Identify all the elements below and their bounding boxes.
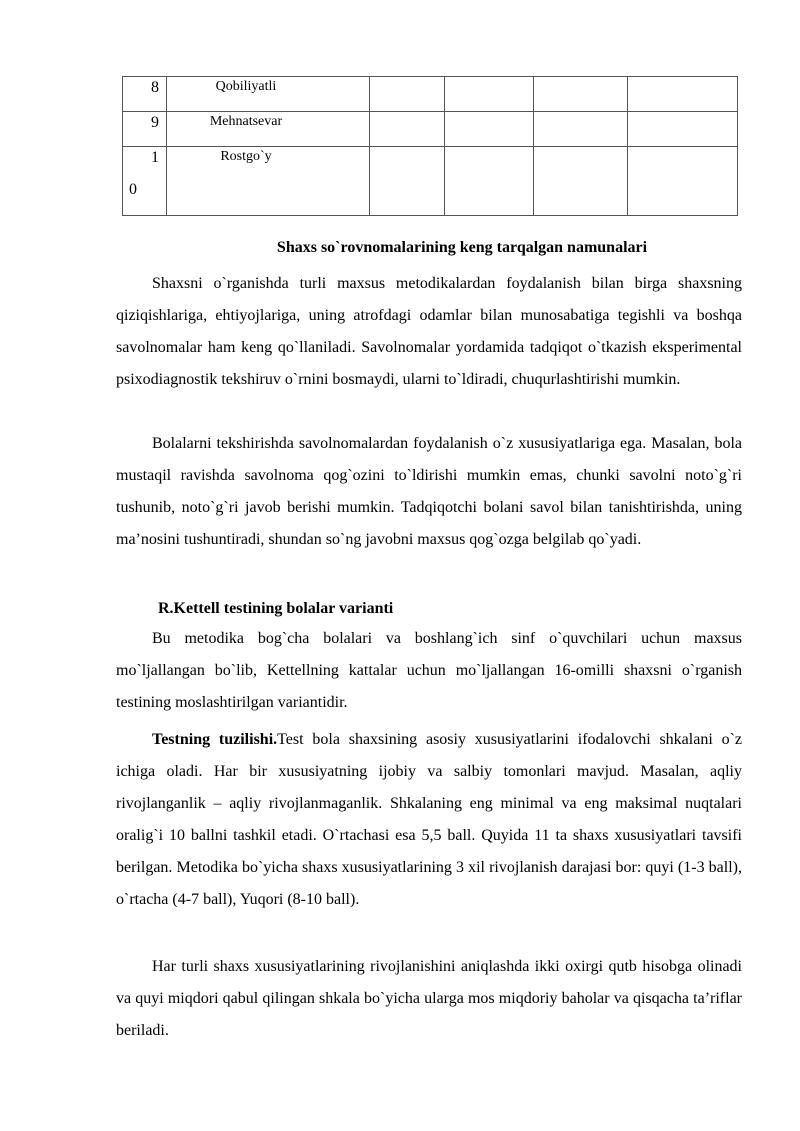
paragraph [116,724,742,916]
empty-cell [628,147,738,216]
table-row [123,147,738,216]
paragraph: Har turli shaxs xususiyatlarining rivojlanishini aniqlashda ikki oxirgi qutb hisobga olinadi va quyi miqdori qabul qilingan shkala bo`yicha ularga mos miqdoriy baholar va qisqacha ta’riflar beriladi. [116,958,742,1039]
table-row [123,112,738,147]
table-row [123,77,738,112]
empty-cell [370,77,445,112]
paragraph-lead-bold: Testning tuzilishi. [152,731,278,748]
empty-cell [534,112,628,147]
row-number-cell [123,147,167,216]
trait-label: Qobiliyatli [215,79,277,94]
empty-cell [445,77,534,112]
section-heading: Shaxs so`rovnomalarining keng tarqalgan namunalari [276,239,648,256]
empty-cell [534,77,628,112]
empty-cell [370,112,445,147]
trait-cell [167,77,370,112]
row-number: 8 [151,79,159,96]
empty-cell [628,112,738,147]
paragraph-body: Test bola shaxsining asosiy xususiyatlarini ifodalovchi shkalani o`z ichiga oladi. Har bir xususiyatning ijobiy va salbiy tomonlari mavjud. Masalan, aqliy rivojlanganlik – aqliy rivojlanmaganlik. Shkalaning eng minimal va eng maksimal nuqtalari oralig`i 10 ballni tashkil etadi. O`rtachasi esa 5,5 ball. Quyida 11 ta shaxs xususiyatlari tavsifi berilgan. Metodika bo`yicha shaxs xususiyatlarining 3 xil rivojlanish darajasi bor: quyi (1-3 ball), o`rtacha (4-7 ball), Yuqori (8-10 ball). [116,731,742,908]
empty-cell [370,147,445,216]
trait-cell [167,112,370,147]
row-number: 1 [151,149,159,166]
row-number-cell [123,112,167,147]
row-number-continuation: 0 [129,181,137,198]
subheading: R.Kettell testining bolalar varianti [158,600,394,617]
empty-cell [445,147,534,216]
trait-label: Mehnatsevar [209,114,283,129]
empty-cell [534,147,628,216]
paragraph: Shaxsni o`rganishda turli maxsus metodikalardan foydalanish bilan birga shaxsning qiziqishlariga, ehtiyojlariga, uning atrofdagi odamlar bilan munosabatiga tegishli va boshqa savolnomalar ham keng qo`llaniladi. Savolnomalar yordamida tadqiqot o`tkazish eksperimental psixodiagnostik tekshiruv o`rnini bosmaydi, ularni to`ldiradi, chuqurlashtirishi mumkin. [116,275,742,388]
paragraph: Bu metodika bog`cha bolalari va boshlang`ich sinf o`quvchilari uchun maxsus mo`ljallangan bo`lib, Kettellning kattalar uchun mo`ljallangan 16-omilli shaxsni o`rganish testining moslashtirilgan variantidir. [116,630,742,711]
empty-cell [628,77,738,112]
paragraph: Bolalarni tekshirishda savolnomalardan foydalanish o`z xususiyatlariga ega. Masalan, bola mustaqil ravishda savolnoma qog`ozini to`ldirishi mumkin emas, chunki savolni noto`g`ri tushunib, noto`g`ri javob berishi mumkin. Tadqiqotchi bolani savol bilan tanishtirishda, uning ma’nosini tushuntiradi, shundan so`ng javobni maxsus qog`ozga belgilab qo`yadi. [116,435,742,548]
row-number-cell [123,77,167,112]
trait-cell [167,147,370,216]
traits-table [122,76,738,216]
trait-label: Rostgo`y [220,149,272,164]
empty-cell [445,112,534,147]
row-number: 9 [151,114,159,131]
